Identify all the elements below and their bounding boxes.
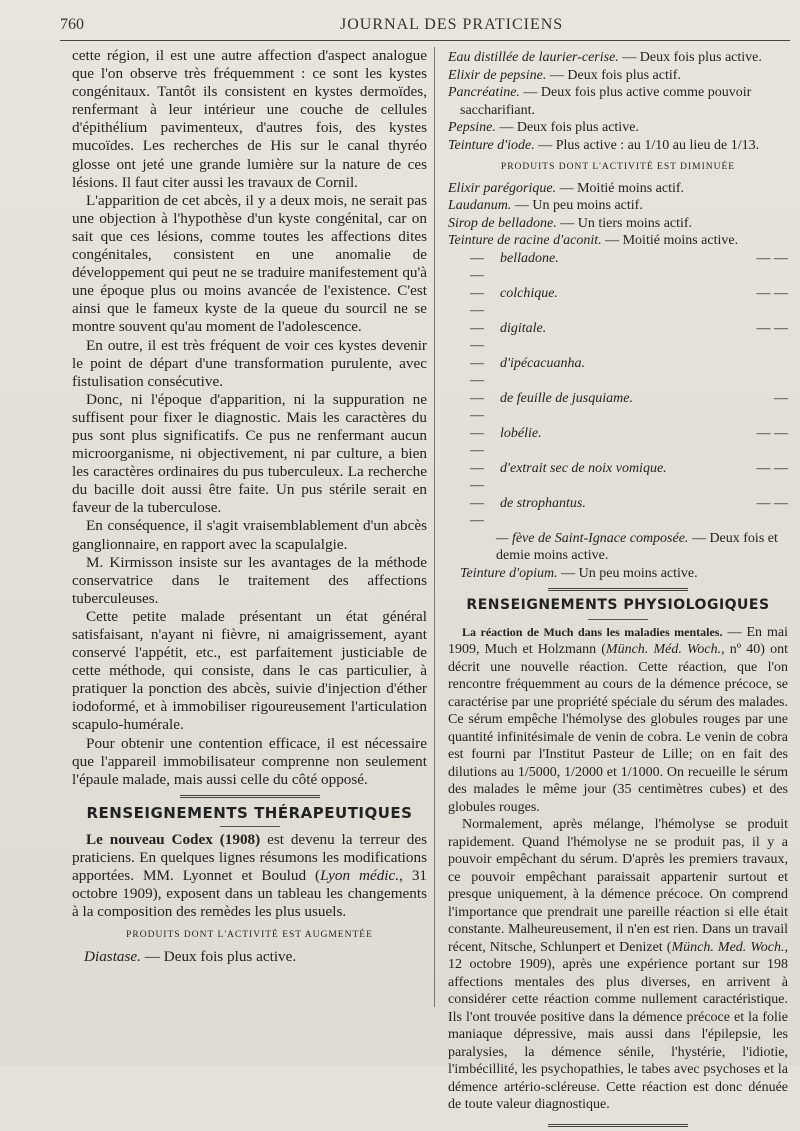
list-item: Pepsine. — Deux fois plus active. <box>448 120 639 135</box>
list-item: — — colchique. — — <box>470 285 788 318</box>
source-citation: Münch. Méd. Woch. <box>605 642 722 657</box>
list-item: — — de feuille de jusquiame. — <box>470 390 788 423</box>
paragraph: cette région, il est une autre affection d'aspect analogue que l'on observe très fréquemment : ce sont les kystes congénitaux. Tantôt ils consistent en kystes dermoïdes, renfermant à leur intérieur une couche de cellules d'épithélium pavimenteux, d'autres fois, des kystes mucoïdes. Les recherches de His sur le canal thyréo glosse ont jeté une grande lumière sur la nature de ces lésions. Il faut citer aussi les travaux de Cornil. <box>72 47 427 191</box>
codex-paragraph: Le nouveau Codex (1908) est devenu la terreur des praticiens. En quelques lignes résumons les modifications apportées. MM. Lyonnet et Boulud (Lyon médic., 31 octobre 1909), exposent dans un tableau les changements à la composition des remèdes les plus usuels. <box>72 830 428 921</box>
title-underline <box>220 826 280 827</box>
paragraph: Pour obtenir une contention efficace, il est nécessaire que l'appareil immobilisateur comprenne non seulement l'épaule malade, mais aussi celle du côté opposé. <box>72 734 427 788</box>
aug-list <box>448 49 788 154</box>
paragraph: Normalement, après mélange, l'hémolyse se produit rapidement. Quand l'hémolyse ne se produit pas, il y a pouvoir empêchant du sérum. D'après les premiers travaux, ce pouvoir empêchant paraissait appartenir surtout et presque uniquement, à la démence précoce. On comprend l'importance que prendrait une pareille réaction si elle était constante. Malheureusement, il n'en est rien. Dans un travail récent, Nitsche, Schlunpert et Denizet (Münch. Med. Woch., 12 octobre 1909), après une expérience portant sur 198 affections mentales des plus diverses, en arrivent à considérer cette réaction comme nullement caractéristique. Ils l'ont trouvée positive dans la démence précoce et la folie maniaque dépressive, mais aussi dans l'épilepsie, les paralysies, la démence sénile, l'hystérie, l'idiotie, l'imbécillité, les psychopathies, le tabes avec psychoses et la démence artério-scléreuse. Cette réaction est donc dénuée de toute valeur diagnostique. <box>448 817 788 1112</box>
section-title-therapeutiques: RENSEIGNEMENTS THÉRAPEUTIQUES <box>86 803 413 822</box>
journal-title: JOURNAL DES PRATICIENS <box>340 16 564 33</box>
list-item: Diastase. — Deux fois plus active. <box>84 947 297 965</box>
list-item: Elixir parégorique. — Moitié moins actif. <box>448 180 685 196</box>
paragraph: En conséquence, il s'agit vraisemblablement d'un abcès ganglionnaire, en rapport avec la scapulalgie. <box>72 517 427 553</box>
list-item: — — belladone. — — <box>470 250 788 283</box>
list-item: Eau distillée de laurier-cerise. — Deux fois plus active. <box>448 50 762 65</box>
header-rule <box>60 40 790 41</box>
right-column <box>448 49 788 1131</box>
title-underline <box>588 619 648 620</box>
page-number: 760 <box>60 16 84 33</box>
paragraph: Cette petite malade présentant un état général satisfaisant, n'ayant ni fièvre, ni amaigrissement, ayant conservé l'appétit, etc., est parfaitement justiciable de cette méthode, qui consiste, dans le cas particulier, à pratiquer la ponction des abcès, suivie d'injection d'éther iodoformé, et à immobiliser rigoureusement l'articulation scapulo-humérale. <box>72 607 427 734</box>
list-item: — — digitale. — — <box>470 320 788 353</box>
paragraph: En outre, il est très fréquent de voir ces kystes devenir le point de départ d'une transformation purulente, avec fistulisation consécutive. <box>72 336 427 390</box>
list-item: Laudanum. — Un peu moins actif. <box>448 198 643 213</box>
list-item: Teinture de racine d'aconit. — Moitié moins active. <box>448 233 739 248</box>
column-separator <box>434 47 435 1007</box>
list-item: — — lobélie. — — <box>470 425 788 458</box>
source-citation: Lyon médic. <box>320 867 400 885</box>
left-column <box>72 47 427 966</box>
dash-list <box>448 250 788 530</box>
section-divider <box>548 588 688 591</box>
list-item: Elixir de pepsine. — Deux fois plus actif. <box>448 67 681 83</box>
running-header <box>60 14 790 38</box>
list-item: Sirop de belladone. — Un tiers moins actif. <box>448 215 693 231</box>
list-item: Pancréatine. — Deux fois plus active comme pouvoir saccharifiant. <box>448 85 752 118</box>
end-divider <box>548 1124 688 1127</box>
paragraph: L'apparition de cet abcès, il y a deux mois, ne serait pas une objection à l'hypothèse d'un kyste congénital, car on sait que ces lésions, comme toutes les affections dites congénitales, consistent en une anomalie de développement qui peut ne se traduire manifestement qu'à une époque plus ou moins avancée de l'existence. C'est ainsi que le fameux kyste de la queue du sourcil ne se montre souvent qu'au moment de l'adolescence. <box>72 191 427 336</box>
list-item: Teinture d'iode. — Plus active : au 1/10 au lieu de 1/13. <box>448 137 760 153</box>
paragraph: Donc, ni l'époque d'apparition, ni la suppuration ne suffisent pour fixer le diagnostic. Mais les caractères du pus sont plus significatifs. Ce pus ne renfermant aucun microorganisme, ni objectivement, ni par culture, a bien les caractères ordinaires du pus tuberculeux. La recherche du bacille doit aussi être faite. Un pus stérile serait en faveur de la tuberculose. <box>72 390 427 517</box>
list-item: — fève de Saint-Ignace composée. — Deux fois et demie moins active. <box>496 530 778 563</box>
list-item: — — d'extrait sec de noix vomique. — — <box>470 460 788 493</box>
list-item: — — d'ipécacuanha. <box>470 355 586 388</box>
source-citation: Münch. Med. Woch. <box>671 939 785 955</box>
subhead-augmentee: PRODUITS DONT L'ACTIVITÉ EST AUGMENTÉE <box>126 930 373 941</box>
reaction-lead: La réaction de Much dans les maladies mentales. <box>462 624 723 639</box>
dim-list <box>448 180 788 250</box>
section-divider <box>180 795 320 798</box>
codex-lead: Le nouveau Codex (1908) <box>86 830 261 848</box>
section-title-physiologiques: RENSEIGNEMENTS PHYSIOLOGIQUES <box>466 597 770 613</box>
list-item: Teinture d'opium. — Un peu moins active. <box>460 565 698 581</box>
reaction-paragraph: La réaction de Much dans les maladies mentales. — En mai 1909, Much et Holzmann (Münch. Méd. Woch., nº 40) ont décrit une nouvelle réaction. Cette réaction, que l'on rencontre fréquemment au cours de la démence précoce, se caractérise par une propriété spéciale du sérum des malades. Ce sérum empêche l'hémolyse des globules rouges par une quantité infinitésimale de venin de cobra. Le venin de cobra est fourni par l'Institut Pasteur de Lille; on en fait des dilutions au 1/5000, 1/2000 et 1/1000. On recueille le sérum des malades le même jour (35 centimètres cubes) et des globules rouges. <box>448 624 789 815</box>
list-item: — — de strophantus. — — <box>470 495 788 528</box>
paragraph: M. Kirmisson insiste sur les avantages de la méthode conservatrice dans le traitement des affections tuberculeuses. <box>72 553 427 607</box>
subhead-diminuee: PRODUITS DONT L'ACTIVITÉ EST DIMINUÉE <box>500 162 736 172</box>
